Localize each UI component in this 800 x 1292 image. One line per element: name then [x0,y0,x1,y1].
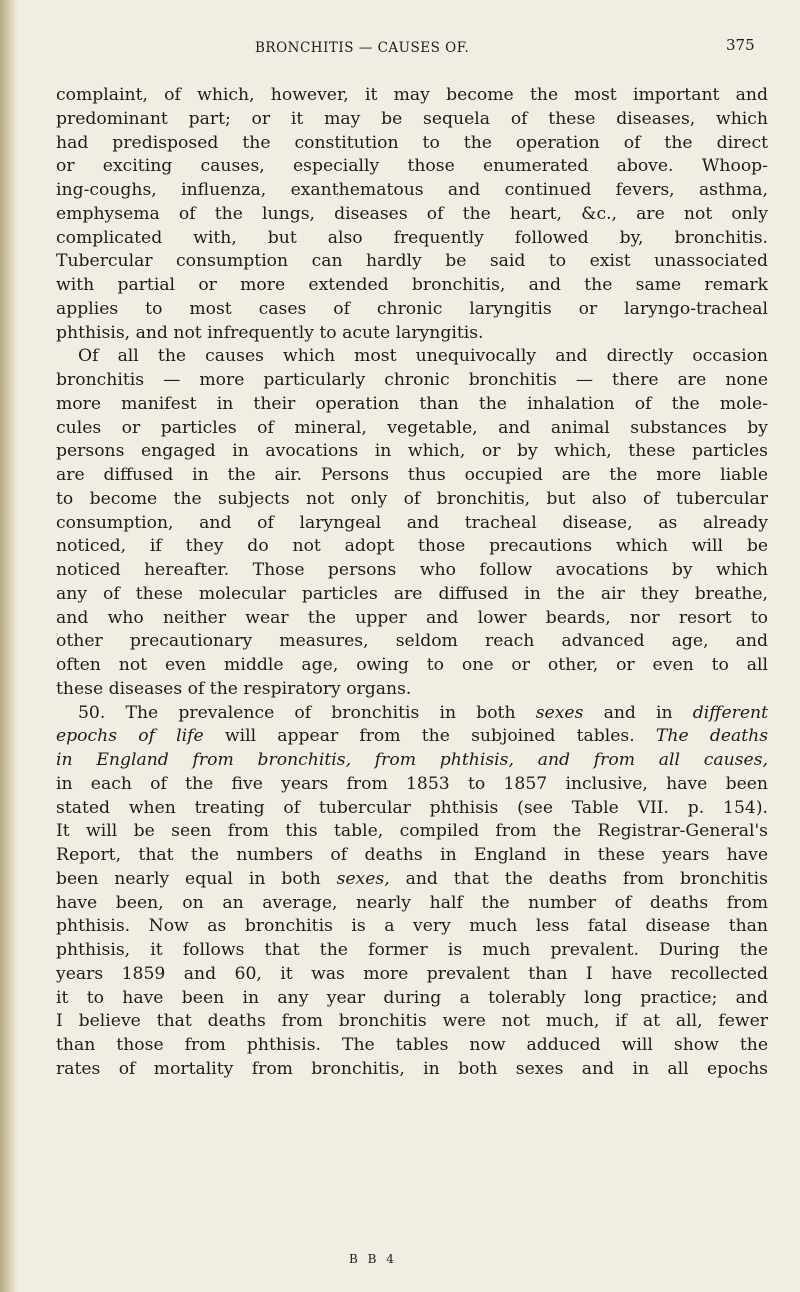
text-line: than those from phthisis. The tables now adduced will show the [56,1035,768,1055]
text-line: more manifest in their operation than the inhalation of the mole- [56,393,768,414]
text-run: been nearly equal in both [56,868,321,889]
text-line: complaint, of which, however, it may become the most important and [56,85,768,105]
text-line: often not even middle age, owing to one or other, or even to all [56,655,768,675]
text-line: ing-coughs, influenza, exanthematous and continued fevers, asthma, [56,180,768,200]
italic-run: epochs [56,726,118,747]
text-run: will appear from the subjoined tables. [224,726,635,747]
text-line: I believe that deaths from bronchitis were not much, if at all, fewer [56,1011,768,1032]
italic-run: in England from bronchitis, from phthisis, and from all causes, [56,750,768,770]
text-line: noticed, if they do not adopt those precautions which will be [56,536,768,557]
text-line: Report, that the numbers of deaths in England in these years have [56,845,768,865]
text-line: have been, on an average, nearly half the number of deaths from [56,892,768,913]
signature-mark: B B 4 [349,1252,397,1266]
running-title: BRONCHITIS — CAUSES OF. [255,40,470,56]
text-line: years 1859 and 60, it was more prevalent than I have recollected [56,963,768,984]
page-number: 375 [726,36,755,54]
text-line: It will be seen from this table, compiled from the Registrar-General's [56,821,768,842]
text-line: any of these molecular particles are diffused in the air they breathe, [56,583,768,604]
text-line: phthisis, and not infrequently to acute laryngitis. [56,322,484,343]
text-line: emphysema of the lungs, diseases of the heart, &c., are not only [56,203,768,224]
text-line: are diffused in the air. Persons thus occupied are the more liable [56,465,768,485]
text-line: it to have been in any year during a tolerably long practice; and [56,987,768,1008]
text-run: 50. The prevalence of bronchitis in both [78,702,516,723]
text-line: phthisis. Now as bronchitis is a very much less fatal disease than [56,916,768,937]
italic-run: sexes, [336,868,390,889]
text-line: other precautionary measures, seldom reach advanced age, and [56,631,768,652]
text-run: and that the deaths from bronchitis [405,868,768,889]
text-line: with partial or more extended bronchitis, and the same remark [56,275,768,295]
text-line: had predisposed the constitution to the operation of the direct [56,132,768,153]
text-line: or exciting causes, especially those enumerated above. Whoop- [56,156,768,177]
text-line: cules or particles of mineral, vegetable, and animal substances by [56,417,768,438]
text-line-mixed [56,868,768,892]
text-line: Tubercular consumption can hardly be said to exist unassociated [56,251,768,272]
text-line: stated when treating of tubercular phthisis (see Table VII. p. 154). [56,797,768,818]
text-line [56,749,768,773]
italic-run: of life [138,726,204,747]
italic-run: sexes [535,702,584,723]
text-line: consumption, and of laryngeal and tracheal disease, as already [56,512,768,533]
text-line: phthisis, it follows that the former is much prevalent. During the [56,940,768,960]
text-line: Of all the causes which most unequivocally and directly occasion [78,346,768,367]
text-line: persons engaged in avocations in which, or by which, these particles [56,441,768,462]
body-text [56,84,768,1082]
text-run: and in [603,702,673,723]
text-line-mixed [56,702,768,726]
text-line: noticed hereafter. Those persons who follow avocations by which [56,560,768,580]
text-line: these diseases of the respiratory organs. [56,678,412,699]
text-line: bronchitis — more particularly chronic bronchitis — there are none [56,370,768,390]
text-line: rates of mortality from bronchitis, in both sexes and in all epochs [56,1058,768,1079]
text-line: complicated with, but also frequently followed by, bronchitis. [56,227,768,248]
text-line-mixed [56,725,768,749]
text-line: applies to most cases of chronic laryngitis or laryngo-tracheal [56,298,768,319]
italic-run: The deaths [655,726,768,747]
text-line: in each of the five years from 1853 to 1857 inclusive, have been [56,773,768,794]
text-line: predominant part; or it may be sequela of these diseases, which [56,108,768,129]
text-line: to become the subjects not only of bronchitis, but also of tubercular [56,488,768,509]
text-line: and who neither wear the upper and lower beards, nor resort to [56,607,768,628]
italic-run: different [692,702,768,723]
